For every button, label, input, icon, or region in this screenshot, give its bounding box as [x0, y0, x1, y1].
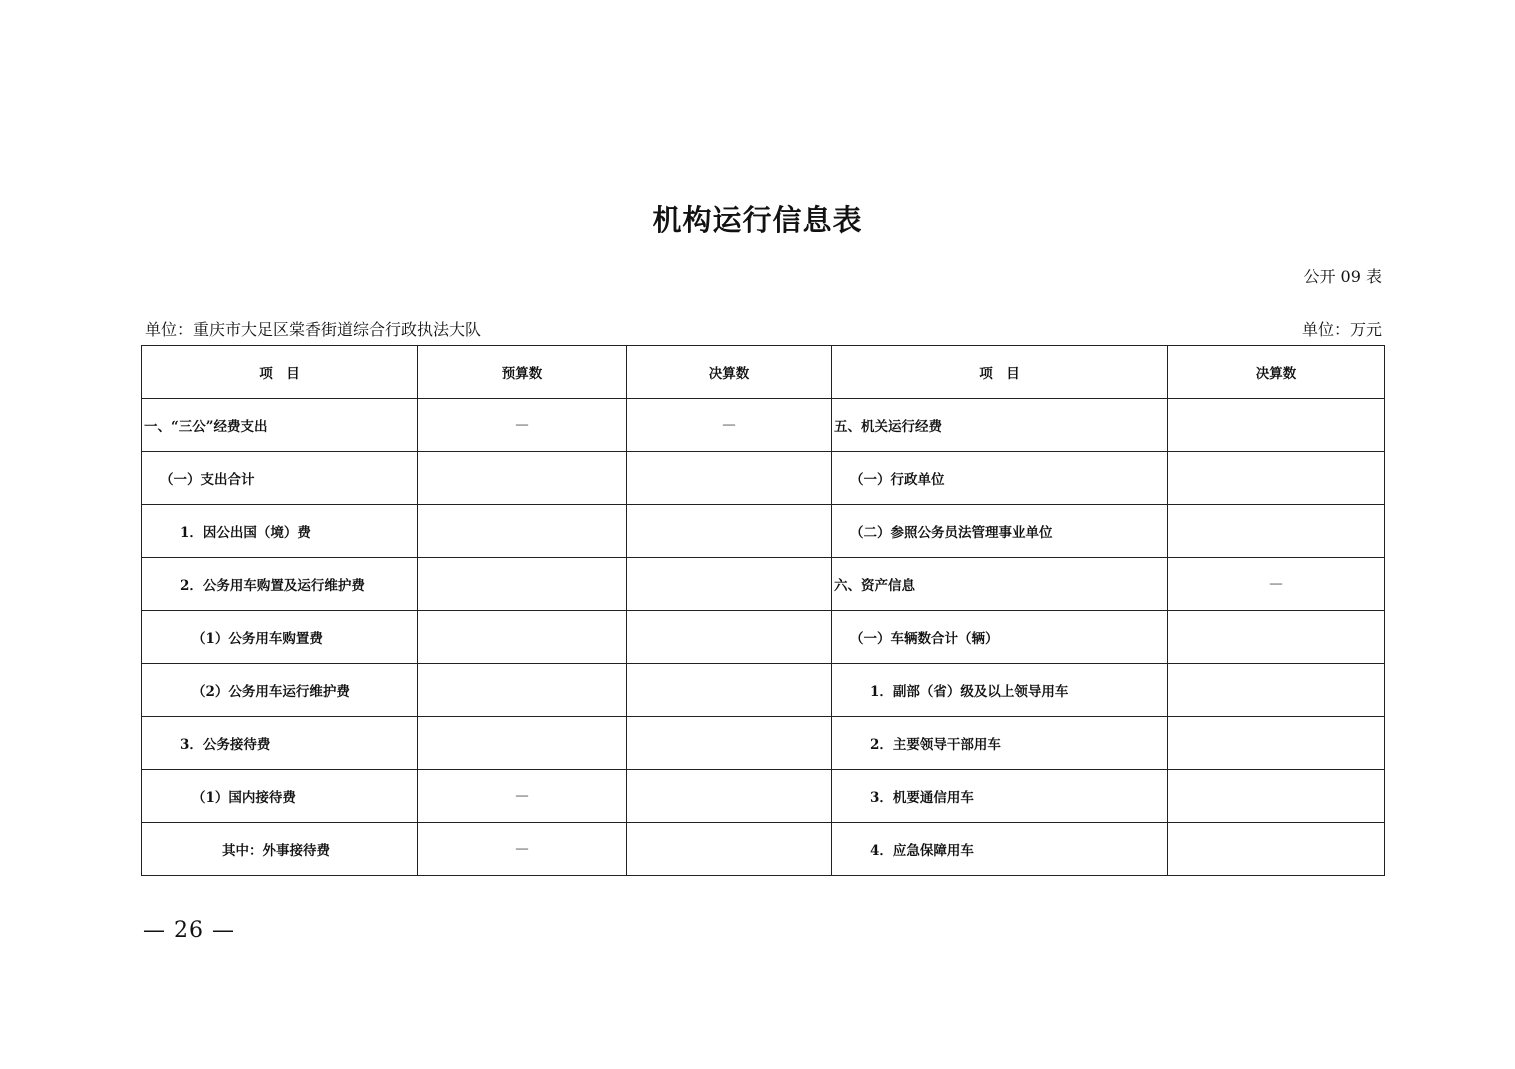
header-item-right: 项 目: [832, 346, 1168, 399]
right-item-cell: （二）参照公务员法管理事业单位: [832, 505, 1168, 558]
header-budget: 预算数: [418, 346, 627, 399]
page-number: — 26 —: [143, 918, 235, 943]
budget-cell: [418, 717, 627, 770]
left-item-cell: 一、“三公”经费支出: [142, 399, 418, 452]
final-right-cell: —: [1168, 558, 1385, 611]
table-row: [142, 452, 1385, 505]
final-left-cell: [627, 770, 832, 823]
right-item-cell: 六、资产信息: [832, 558, 1168, 611]
right-item-cell: （一）行政单位: [832, 452, 1168, 505]
left-item-cell: （2）公务用车运行维护费: [142, 664, 418, 717]
final-right-cell: [1168, 399, 1385, 452]
table-row: [142, 611, 1385, 664]
final-right-cell: [1168, 717, 1385, 770]
table-row: [142, 399, 1385, 452]
left-item-cell: 其中：外事接待费: [142, 823, 418, 876]
final-left-cell: [627, 823, 832, 876]
budget-cell: [418, 505, 627, 558]
left-item-cell: （1）公务用车购置费: [142, 611, 418, 664]
final-right-cell: [1168, 452, 1385, 505]
left-item-cell: （一）支出合计: [142, 452, 418, 505]
budget-cell: [418, 558, 627, 611]
right-item-cell: 2．主要领导干部用车: [832, 717, 1168, 770]
budget-cell: —: [418, 399, 627, 452]
final-left-cell: —: [627, 399, 832, 452]
right-item-cell: 3．机要通信用车: [832, 770, 1168, 823]
table-row: [142, 717, 1385, 770]
right-item-cell: 1．副部（省）级及以上领导用车: [832, 664, 1168, 717]
final-left-cell: [627, 664, 832, 717]
left-item-cell: 2．公务用车购置及运行维护费: [142, 558, 418, 611]
table-row: [142, 505, 1385, 558]
form-code: 公开 09 表: [1303, 267, 1382, 286]
final-left-cell: [627, 505, 832, 558]
right-item-cell: （一）车辆数合计（辆）: [832, 611, 1168, 664]
table-row: [142, 558, 1385, 611]
budget-cell: —: [418, 823, 627, 876]
budget-cell: [418, 452, 627, 505]
left-item-cell: 3．公务接待费: [142, 717, 418, 770]
final-left-cell: [627, 611, 832, 664]
right-item-cell: 4．应急保障用车: [832, 823, 1168, 876]
left-item-cell: （1）国内接待费: [142, 770, 418, 823]
header-item-left: 项 目: [142, 346, 418, 399]
final-left-cell: [627, 717, 832, 770]
info-table: [141, 345, 1385, 876]
header-final-left: 决算数: [627, 346, 832, 399]
table-row: [142, 664, 1385, 717]
unit-measure: 单位：万元: [1301, 320, 1382, 339]
budget-cell: [418, 664, 627, 717]
budget-cell: —: [418, 770, 627, 823]
table-header-row: [142, 346, 1385, 399]
right-item-cell: 五、机关运行经费: [832, 399, 1168, 452]
unit-name: 单位：重庆市大足区棠香街道综合行政执法大队: [145, 320, 482, 339]
budget-cell: [418, 611, 627, 664]
page-title: 机构运行信息表: [652, 203, 863, 237]
header-final-right: 决算数: [1168, 346, 1385, 399]
final-right-cell: [1168, 770, 1385, 823]
final-right-cell: [1168, 823, 1385, 876]
table-row: [142, 770, 1385, 823]
final-right-cell: [1168, 611, 1385, 664]
table-row: [142, 823, 1385, 876]
final-left-cell: [627, 558, 832, 611]
final-right-cell: [1168, 664, 1385, 717]
left-item-cell: 1．因公出国（境）费: [142, 505, 418, 558]
final-right-cell: [1168, 505, 1385, 558]
final-left-cell: [627, 452, 832, 505]
